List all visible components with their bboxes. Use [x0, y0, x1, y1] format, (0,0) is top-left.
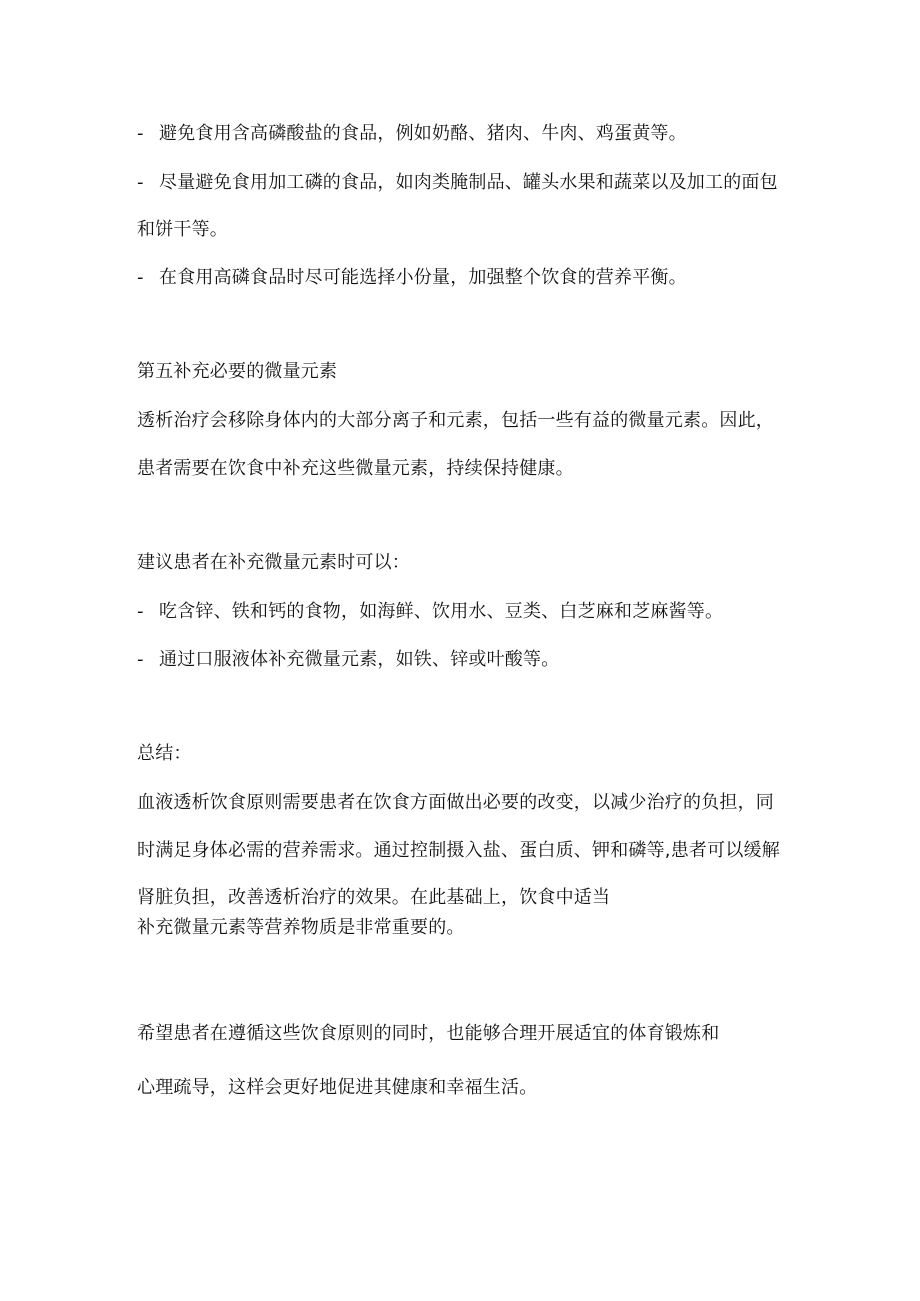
list-item: [137, 266, 687, 290]
advice-intro: 建议患者在补充微量元素时可以：: [137, 552, 410, 573]
paragraph-line: 患者需要在饮食中补充这些微量元素，持续保持健康。: [137, 458, 574, 479]
list-item: [137, 171, 778, 195]
paragraph-line: 时满足身体必需的营养需求。通过控制摄入盐、蛋白质、钾和磷等,患者可以缓解: [137, 840, 780, 861]
paragraph-line: 补充微量元素等营养物质是非常重要的。: [137, 917, 465, 938]
paragraph-line: 透析治疗会移除身体内的大部分离子和元素，包括一些有益的微量元素。因此，: [137, 410, 774, 431]
paragraph-line: 血液透析饮食原则需要患者在饮食方面做出必要的改变，以减少治疗的负担，同: [137, 792, 774, 813]
bullet-marker: -: [137, 267, 144, 288]
paragraph-line: 希望患者在遵循这些饮食原则的同时，也能够合理开展适宜的体育锻炼和: [137, 1023, 720, 1044]
list-item: [137, 600, 723, 624]
bullet-marker: -: [137, 601, 144, 622]
section-heading: 第五补充必要的微量元素: [137, 361, 338, 382]
bullet-marker: -: [137, 172, 144, 193]
list-item: [137, 122, 687, 146]
list-item-text: 在食用高磷食品时尽可能选择小份量，加强整个饮食的营养平衡。: [159, 267, 687, 288]
list-item-continuation: 和饼干等。: [137, 219, 228, 240]
summary-heading: 总结：: [137, 743, 192, 764]
list-item: [137, 648, 559, 672]
list-item-text: 避免食用含高磷酸盐的食品，例如奶酪、猪肉、牛肉、鸡蛋黄等。: [159, 123, 687, 144]
list-item-text: 吃含锌、铁和钙的食物，如海鲜、饮用水、豆类、白芝麻和芝麻酱等。: [159, 601, 724, 622]
list-item-text: 通过口服液体补充微量元素，如铁、锌或叶酸等。: [159, 649, 560, 670]
bullet-marker: -: [137, 649, 144, 670]
list-item-text: 尽量避免食用加工磷的食品，如肉类腌制品、罐头水果和蔬菜以及加工的面包: [159, 172, 778, 193]
paragraph-line: 肾脏负担，改善透析治疗的效果。在此基础上，饮食中适当: [137, 887, 611, 908]
paragraph-line: 心理疏导，这样会更好地促进其健康和幸福生活。: [137, 1077, 538, 1098]
bullet-marker: -: [137, 123, 144, 144]
